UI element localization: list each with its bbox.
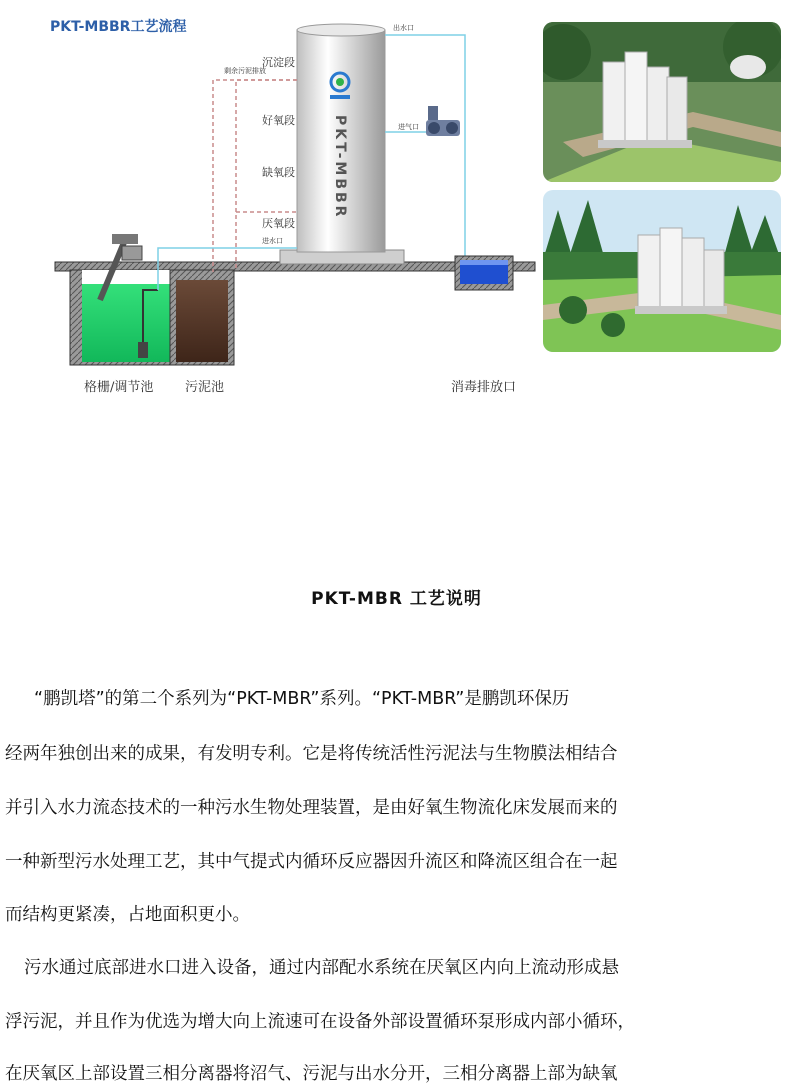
photo-tanks-forest-icon <box>543 190 781 352</box>
water-outlet-label: 出水口 <box>393 24 414 32</box>
air-blower-icon <box>426 106 460 136</box>
article-line: 并引入水力流态技术的一种污水生物处理装置，是由好氧生物流化床发展而来的 <box>5 798 618 818</box>
article-line: 而结构更紧凑，占地面积更小。 <box>5 905 250 925</box>
article-line: 在厌氧区上部设置三相分离器将沼气、污泥与出水分开，三相分离器上部为缺氧 <box>5 1064 618 1084</box>
water-inlet-label: 进水口 <box>262 237 283 245</box>
stage-label-anaerobic: 厌氧段 <box>262 217 295 230</box>
article-line: 一种新型污水处理工艺，其中气提式内循环反应器因升流区和降流区组合在一起 <box>5 852 618 872</box>
sludge-tank-label: 污泥池 <box>185 380 225 395</box>
disinfection-label: 消毒排放口 <box>451 380 517 395</box>
section-heading: PKT-MBR 工艺说明 <box>311 589 482 609</box>
diagram-title: PKT-MBBR工艺流程 <box>50 19 187 35</box>
process-flow-diagram <box>0 0 540 410</box>
article-line: 浮污泥，并且作为优选为增大向上流速可在设备外部设置循环泵形成内部小循环， <box>5 1012 635 1032</box>
sludge-discharge-label: 剩余污泥排放 <box>224 67 266 75</box>
article-line: 污水通过底部进水口进入设备，通过内部配水系统在厌氧区内向上流动形成悬 <box>24 958 619 978</box>
mbbr-tower <box>280 24 404 264</box>
stage-label-aerobic: 好氧段 <box>262 114 295 127</box>
article-line: 经两年独创出来的成果，有发明专利。它是将传统活性污泥法与生物膜法相结合 <box>5 744 618 764</box>
water-outlet-pipe <box>385 35 465 262</box>
article-line: “鹏凯塔”的第二个系列为“PKT-MBR”系列。“PKT-MBR”是鹏凯环保历 <box>34 689 570 709</box>
stage-label-anoxic: 缺氧段 <box>262 166 295 179</box>
sludge-tank <box>170 270 234 365</box>
stage-label-settling: 沉淀段 <box>262 56 295 69</box>
tank-name-label: PKT-MBBR <box>332 115 348 220</box>
screen-tank-label: 格栅/调节池 <box>84 380 154 395</box>
disinfection-outlet <box>455 256 513 290</box>
photo-tanks-garden-icon <box>543 22 781 182</box>
air-inlet-label: 进气口 <box>398 123 419 131</box>
